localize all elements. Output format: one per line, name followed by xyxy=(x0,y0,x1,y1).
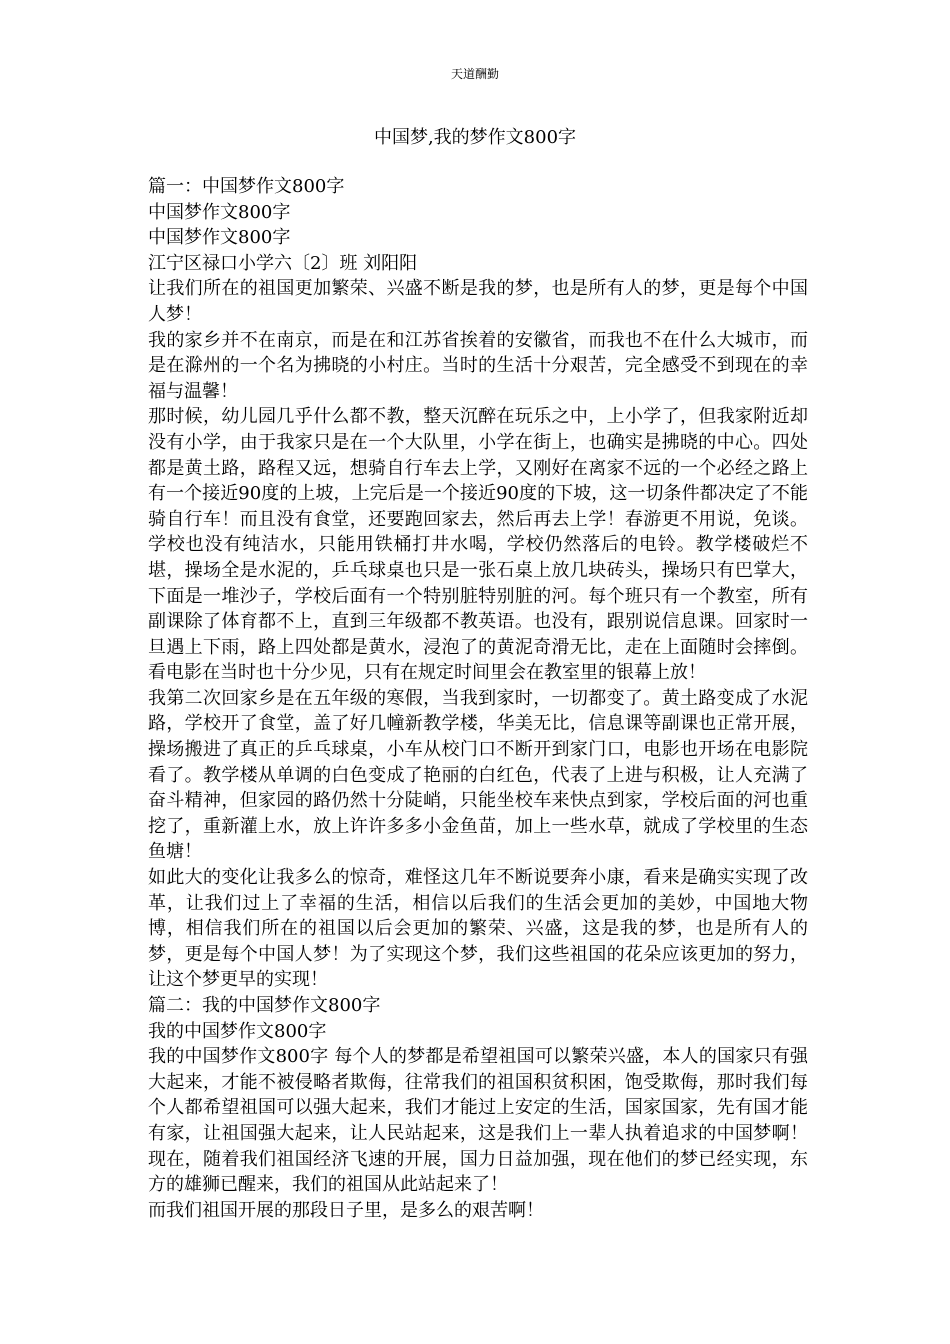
body-paragraph: 我的家乡并不在南京，而是在和江苏省挨着的安徽省，而我也不在什么大城市，而是在滁州的一个名为拂晓的小村庄。当时的生活十分艰苦，完全感受不到现在的幸福与温馨！ xyxy=(148,329,808,402)
body-paragraph: 让我们所在的祖国更加繁荣、兴盛不断是我的梦，也是所有人的梦，更是每个中国人梦！ xyxy=(148,278,808,325)
body-paragraph: 那时候，幼儿园几乎什么都不教，整天沉醉在玩乐之中，上小学了，但我家附近却没有小学，由于我家只是在一个大队里，小学在街上，也确实是拂晓的中心。四处都是黄土路，路程又远，想骑自行车去上学，又刚好在离家不远的一个必经之路上有一个接近90度的上坡，上完后是一个接近90度的下坡，这一切条件都决定了不能骑自行车！而且没有食堂，还要跑回家去，然后再去上学！春游更不用说，免谈。学校也没有纯洁水，只能用铁桶打井水喝，学校仍然落后的电铃。教学楼破烂不堪，操场全是水泥的，乒乓球桌也只是一张石桌上放几块砖头，操场只有巴掌大，下面是一堆沙子，学校后面有一个特别脏特别脏的河。每个班只有一个教室，所有副课除了体育都不上，直到三年级都不教英语。也没有，跟别说信息课。回家时一旦遇上下雨，路上四处都是黄水，浸泡了的黄泥奇滑无比，走在上面随时会摔倒。看电影在当时也十分少见，只有在规定时间里会在教室里的银幕上放！ xyxy=(148,406,808,684)
body-paragraph: 如此大的变化让我多么的惊奇，难怪这几年不断说要奔小康，看来是确实实现了改革，让我们过上了幸福的生活，相信以后我们的生活会更加的美妙，中国地大物博，相信我们所在的祖国以后会更加的繁荣、兴盛，这是我的梦，也是所有人的梦，更是每个中国人梦！为了实现这个梦，我们这些祖国的花朵应该更加的努力，让这个梦更早的实现！ xyxy=(148,867,808,991)
essay-title-1: 中国梦作文800字 xyxy=(148,201,291,223)
body-paragraph: 我第二次回家乡是在五年级的寒假，当我到家时，一切都变了。黄土路变成了水泥路，学校开了食堂，盖了好几幢新教学楼，华美无比，信息课等副课也正常开展，操场搬进了真正的乒乓球桌，小车从校门口不断开到家门口，电影也开场在电影院看了。教学楼从单调的白色变成了艳丽的白红色，代表了上进与积极，让人充满了奋斗精神，但家园的路仍然十分陡峭，只能坐校车来快点到家，学校后面的河也重挖了，重新灌上水，放上许许多多小金鱼苗，加上一些水草，就成了学校里的生态鱼塘！ xyxy=(148,687,808,863)
essay-title-1-repeat: 中国梦作文800字 xyxy=(148,227,291,249)
section-heading-2: 篇二：我的中国梦作文800字 xyxy=(148,995,381,1016)
page-header: 天道酬勤 xyxy=(450,67,499,81)
body-paragraph: 而我们祖国开展的那段日子里，是多么的艰苦啊！ xyxy=(148,1199,544,1221)
section-heading-1: 篇一：中国梦作文800字 xyxy=(148,176,345,197)
essay-title-2: 我的中国梦作文800字 xyxy=(148,1020,327,1042)
document-title: 中国梦,我的梦作文800字 xyxy=(373,127,577,148)
author-line: 江宁区禄口小学六〔2〕班 刘阳阳 xyxy=(148,252,418,274)
body-paragraph: 我的中国梦作文800字 每个人的梦都是希望祖国可以繁荣兴盛，本人的国家只有强大起来，才能不被侵略者欺侮，往常我们的祖国积贫积困，饱受欺侮，那时我们每个人都希望祖国可以强大起来，我们才能过上安定的生活，国家国家，先有国才能有家，让祖国强大起来，让人民站起来，这是我们上一辈人执着追求的中国梦啊！现在，随着我们祖国经济飞速的开展，国力日益加强，现在他们的梦已经实现，东方的雄狮已醒来，我们的祖国从此站起来了！ xyxy=(148,1046,808,1196)
document-body xyxy=(148,174,808,1223)
